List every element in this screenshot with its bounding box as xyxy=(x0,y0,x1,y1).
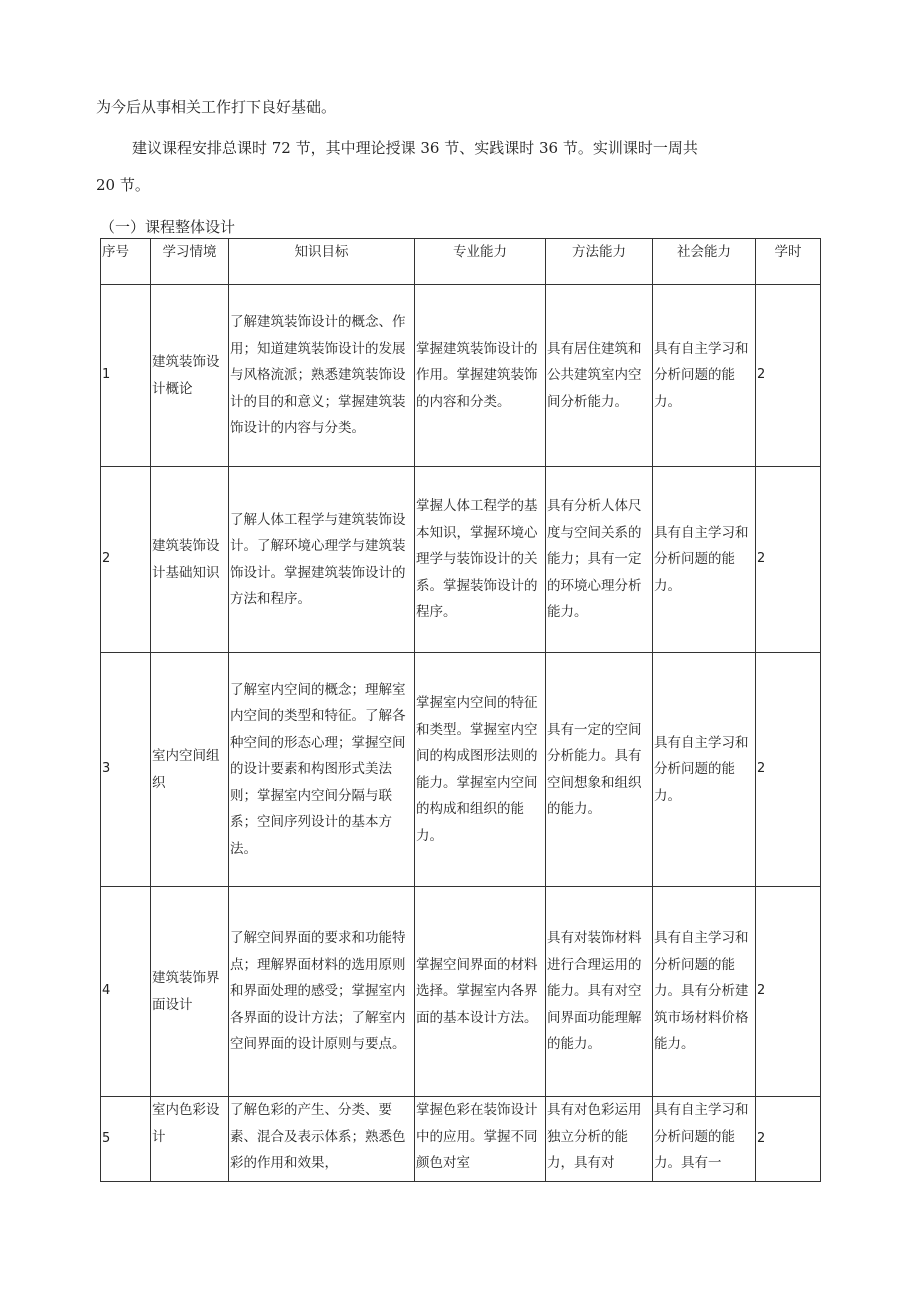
cell-situation: 室内空间组织 xyxy=(151,653,229,887)
cell-knowledge: 了解人体工程学与建筑装饰设计。了解环境心理学与建筑装饰设计。掌握建筑装饰设计的方法和程序。 xyxy=(229,467,415,653)
cell-no: 4 xyxy=(101,887,151,1097)
cell-situation: 建筑装饰设计基础知识 xyxy=(151,467,229,653)
cell-professional: 掌握色彩在装饰设计中的应用。掌握不同颜色对室 xyxy=(415,1097,546,1182)
table-row xyxy=(101,285,821,467)
section-title: （一）课程整体设计 xyxy=(100,218,236,236)
cell-knowledge: 了解空间界面的要求和功能特点；理解界面材料的选用原则和界面处理的感受；掌握室内各界面的设计方法；了解室内空间界面的设计原则与要点。 xyxy=(229,887,415,1097)
cell-knowledge: 了解建筑装饰设计的概念、作用；知道建筑装饰设计的发展与风格流派；熟悉建筑装饰设计的目的和意义；掌握建筑装饰设计的内容与分类。 xyxy=(229,285,415,467)
table-row xyxy=(101,887,821,1097)
cell-hours: 2 xyxy=(756,887,821,1097)
table-row xyxy=(101,467,821,653)
cell-social: 具有自主学习和分析问题的能力。具有一 xyxy=(653,1097,756,1182)
cell-hours: 2 xyxy=(756,285,821,467)
cell-situation: 室内色彩设计 xyxy=(151,1097,229,1182)
header-no: 序号 xyxy=(101,239,151,285)
intro-line-3: 20 节。 xyxy=(96,176,150,194)
cell-social: 具有自主学习和分析问题的能力。 xyxy=(653,285,756,467)
cell-professional: 掌握人体工程学的基本知识，掌握环境心理学与装饰设计的关系。掌握装饰设计的程序。 xyxy=(415,467,546,653)
header-hours: 学时 xyxy=(756,239,821,285)
cell-no: 3 xyxy=(101,653,151,887)
table-header-row xyxy=(101,239,821,285)
cell-no: 1 xyxy=(101,285,151,467)
cell-professional: 掌握建筑装饰设计的作用。掌握建筑装饰的内容和分类。 xyxy=(415,285,546,467)
header-social: 社会能力 xyxy=(653,239,756,285)
cell-method: 具有对装饰材料进行合理运用的能力。具有对空间界面功能理解的能力。 xyxy=(546,887,653,1097)
cell-hours: 2 xyxy=(756,1097,821,1182)
cell-situation: 建筑装饰设计概论 xyxy=(151,285,229,467)
cell-method: 具有居住建筑和公共建筑室内空间分析能力。 xyxy=(546,285,653,467)
cell-hours: 2 xyxy=(756,653,821,887)
cell-situation: 建筑装饰界面设计 xyxy=(151,887,229,1097)
intro-line-2: 建议课程安排总课时 72 节，其中理论授课 36 节、实践课时 36 节。实训课时一周共 xyxy=(132,139,698,157)
table-row xyxy=(101,653,821,887)
cell-method: 具有一定的空间分析能力。具有空间想象和组织的能力。 xyxy=(546,653,653,887)
header-situation: 学习情境 xyxy=(151,239,229,285)
intro-line-1: 为今后从事相关工作打下良好基础。 xyxy=(96,98,337,116)
cell-social: 具有自主学习和分析问题的能力。 xyxy=(653,467,756,653)
cell-no: 5 xyxy=(101,1097,151,1182)
header-knowledge: 知识目标 xyxy=(229,239,415,285)
header-method: 方法能力 xyxy=(546,239,653,285)
cell-no: 2 xyxy=(101,467,151,653)
cell-method: 具有对色彩运用独立分析的能力，具有对 xyxy=(546,1097,653,1182)
cell-professional: 掌握空间界面的材料选择。掌握室内各界面的基本设计方法。 xyxy=(415,887,546,1097)
header-professional: 专业能力 xyxy=(415,239,546,285)
cell-hours: 2 xyxy=(756,467,821,653)
cell-knowledge: 了解色彩的产生、分类、要素、混合及表示体系；熟悉色彩的作用和效果， xyxy=(229,1097,415,1182)
cell-knowledge: 了解室内空间的概念；理解室内空间的类型和特征。了解各种空间的形态心理；掌握空间的设计要素和构图形式美法则；掌握室内空间分隔与联系；空间序列设计的基本方法。 xyxy=(229,653,415,887)
cell-social: 具有自主学习和分析问题的能力。具有分析建筑市场材料价格能力。 xyxy=(653,887,756,1097)
cell-professional: 掌握室内空间的特征和类型。掌握室内空间的构成图形法则的能力。掌握室内空间的构成和组织的能力。 xyxy=(415,653,546,887)
cell-social: 具有自主学习和分析问题的能力。 xyxy=(653,653,756,887)
course-design-table xyxy=(100,238,821,1182)
cell-method: 具有分析人体尺度与空间关系的能力；具有一定的环境心理分析能力。 xyxy=(546,467,653,653)
table-row xyxy=(101,1097,821,1182)
